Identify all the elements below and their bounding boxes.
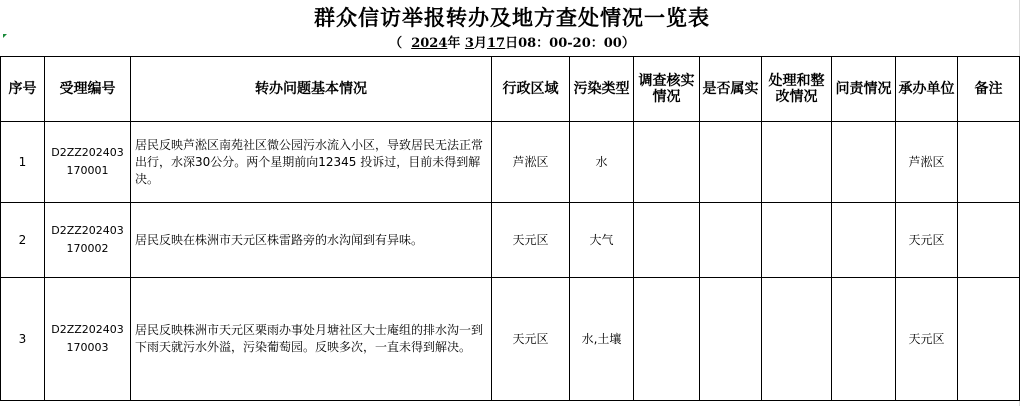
- code-line-2: 170001: [66, 164, 109, 177]
- code-line-2: 170002: [66, 242, 109, 255]
- code-line-2: 170003: [66, 341, 109, 354]
- cell-investigation[interactable]: [634, 122, 700, 203]
- cell-verified[interactable]: [700, 203, 762, 278]
- cell-no[interactable]: 3: [1, 278, 45, 401]
- header-cell-investigation[interactable]: 调查核实情况: [634, 57, 700, 122]
- table-row: [1, 203, 1020, 278]
- cell-description[interactable]: 居民反映株洲市天元区栗雨办事处月塘社区大士庵组的排水沟一到下雨天就污水外溢，污染葡萄园。反映多次，一直未得到解决。: [131, 278, 492, 401]
- subtitle-day: 17: [486, 36, 506, 51]
- cell-district[interactable]: 芦淞区: [492, 122, 570, 203]
- header-cell-verified[interactable]: 是否属实: [700, 57, 762, 122]
- header-cell-pollution[interactable]: 污染类型: [570, 57, 634, 122]
- cell-unit[interactable]: 天元区: [896, 203, 958, 278]
- cell-rectification[interactable]: [762, 278, 832, 401]
- cell-description[interactable]: 居民反映芦淞区南苑社区微公园污水流入小区，导致居民无法正常出行，水深30公分。两个星期前向12345 投诉过，目前未得到解决。: [131, 122, 492, 203]
- subtitle-year: 2024: [411, 36, 448, 51]
- cell-investigation[interactable]: [634, 278, 700, 401]
- table-row: [1, 122, 1020, 203]
- subtitle-open: （: [389, 36, 412, 51]
- code-line-1: D2ZZ202403: [51, 146, 124, 159]
- code-line-1: D2ZZ202403: [51, 224, 124, 237]
- table-header-row: [1, 57, 1020, 122]
- code-line-1: D2ZZ202403: [51, 323, 124, 336]
- cell-unit[interactable]: 芦淞区: [896, 122, 958, 203]
- table-row: [1, 278, 1020, 401]
- subtitle-month: 3: [464, 36, 474, 51]
- cell-no[interactable]: 1: [1, 122, 45, 203]
- header-cell-no[interactable]: 序号: [1, 57, 45, 122]
- cell-pollution[interactable]: 水: [570, 122, 634, 203]
- header-cell-code[interactable]: 受理编号: [45, 57, 131, 122]
- subtitle-month-suffix: 月: [473, 36, 487, 51]
- document-title: 群众信访举报转办及地方查处情况一览表: [314, 5, 710, 30]
- cell-rectification[interactable]: [762, 203, 832, 278]
- cell-accountability[interactable]: [832, 122, 896, 203]
- cell-accountability[interactable]: [832, 203, 896, 278]
- cell-code[interactable]: [45, 122, 131, 203]
- cell-pollution[interactable]: 水,土壤: [570, 278, 634, 401]
- cell-remarks[interactable]: [958, 203, 1020, 278]
- cell-code[interactable]: [45, 203, 131, 278]
- cell-unit[interactable]: 天元区: [896, 278, 958, 401]
- header-cell-rectification[interactable]: 处理和整改情况: [762, 57, 832, 122]
- cell-accountability[interactable]: [832, 278, 896, 401]
- cell-investigation[interactable]: [634, 203, 700, 278]
- cell-description[interactable]: 居民反映在株洲市天元区株雷路旁的水沟闻到有异味。: [131, 203, 492, 278]
- cell-verified[interactable]: [700, 278, 762, 401]
- document-subtitle: [0, 34, 1024, 54]
- cell-rectification[interactable]: [762, 122, 832, 203]
- cell-remarks[interactable]: [958, 122, 1020, 203]
- cell-code[interactable]: [45, 278, 131, 401]
- complaints-table: [0, 56, 1020, 401]
- header-cell-district[interactable]: 行政区域: [492, 57, 570, 122]
- header-cell-accountability[interactable]: 问责情况: [832, 57, 896, 122]
- subtitle-rest: 日08：00-20：00）: [505, 36, 635, 51]
- cell-pollution[interactable]: 大气: [570, 203, 634, 278]
- subtitle-year-suffix: 年: [447, 36, 465, 51]
- header-cell-remarks[interactable]: 备注: [958, 57, 1020, 122]
- cell-verified[interactable]: [700, 122, 762, 203]
- cell-district[interactable]: 天元区: [492, 278, 570, 401]
- header-cell-description[interactable]: 转办问题基本情况: [131, 57, 492, 122]
- cell-no[interactable]: 2: [1, 203, 45, 278]
- cell-district[interactable]: 天元区: [492, 203, 570, 278]
- cell-remarks[interactable]: [958, 278, 1020, 401]
- header-cell-unit[interactable]: 承办单位: [896, 57, 958, 122]
